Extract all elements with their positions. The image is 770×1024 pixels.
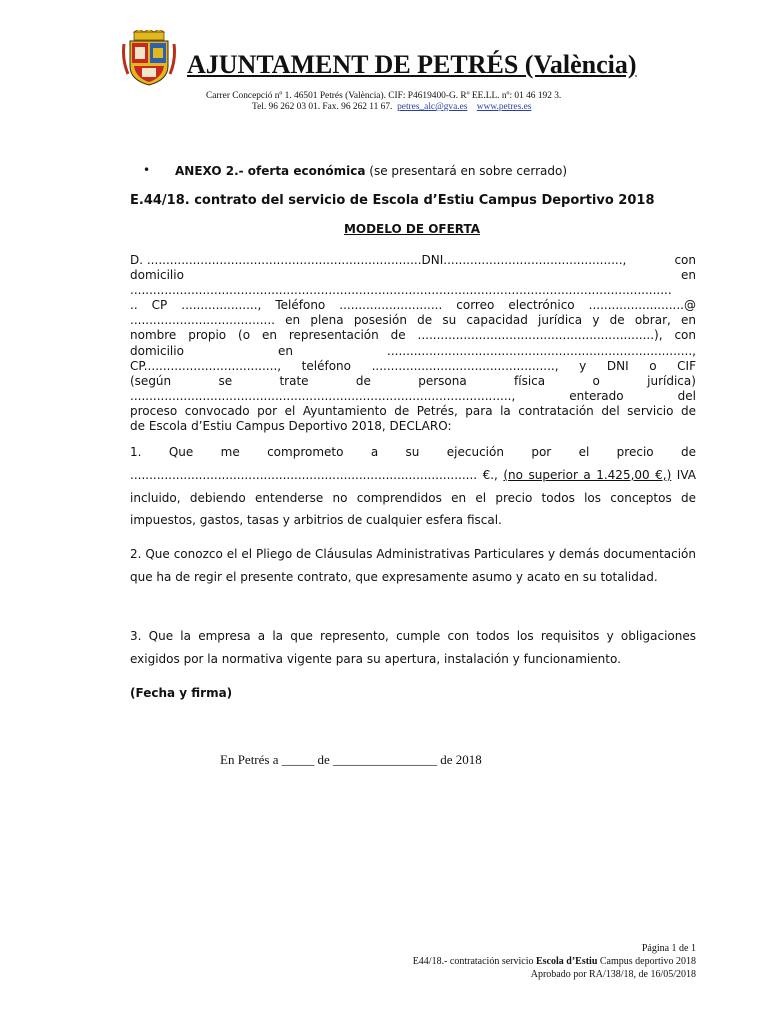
declaration-3: 3. Que la empresa a la que represento, cumple con todos los requisitos y obligaciones exigidos por la normativa vigente para su apertura, instalación y funcionamiento.	[130, 629, 696, 666]
declaration-text: IVA incluido, debiendo entenderse no comprendidos en el precio todos los conceptos de impuestos, gastos, tasas y arbitrios de cualquier esfera fiscal.	[130, 467, 696, 528]
form-word: se	[218, 373, 233, 388]
form-text: con	[674, 253, 696, 267]
form-line	[130, 268, 696, 283]
page-title: AJUNTAMENT DE PETRÉS (València)	[187, 50, 637, 79]
annex-label: ANEXO 2.- oferta económica	[175, 164, 366, 178]
declaration-text: 1. Que me comprometo a su ejecución por el precio de	[130, 445, 696, 459]
form-word: de	[355, 373, 371, 388]
form-text: en	[277, 343, 293, 358]
form-word: trate	[279, 373, 309, 388]
address-line: Carrer Concepció nº 1. 46501 Petrés (València). CIF: P4619400-G. Rº EE.LL. nº: 01 46 192 3.	[206, 91, 562, 101]
form-line	[130, 344, 696, 359]
price-field[interactable]: ........................................................................................... €.,	[130, 467, 498, 482]
contract-title: E.44/18. contrato del servicio de Escola d’Estiu Campus Deportivo 2018	[130, 193, 655, 208]
footer-reference	[413, 956, 696, 967]
form-line[interactable]: ...................................... en plena posesión de su capacidad jurídica y de obrar, en	[130, 313, 696, 328]
signature-label: (Fecha y firma)	[130, 686, 233, 700]
id-field[interactable]: ...................................................................................................., enterado del	[130, 388, 696, 403]
page-number: Página 1 de 1	[641, 943, 696, 954]
form-text: de Escola d’Estiu Campus Deportivo 2018, DECLARO:	[130, 419, 452, 434]
form-word: jurídica)	[647, 373, 696, 388]
contact-line	[252, 102, 531, 112]
company-address-field[interactable]: ................................................................................,	[387, 343, 696, 358]
footer-ref-bold: Escola d’Estiu	[535, 956, 598, 967]
form-word: o	[592, 373, 600, 388]
form-text: en	[681, 268, 696, 283]
form-word: física	[514, 373, 546, 388]
footer-ref-prefix: E44/18.- contratación servicio	[412, 956, 536, 967]
form-text: proceso convocado por el Ayuntamiento de Petrés, para la contratación del servicio de	[130, 403, 696, 418]
form-text: domicilio	[130, 343, 184, 358]
offer-form	[130, 253, 696, 434]
phone-fax: Tel. 96 262 03 01. Fax. 96 262 11 67.	[252, 102, 393, 112]
declaration-1	[130, 441, 696, 532]
place-date-line[interactable]: En Petrés a _____ de ________________ de 2018	[220, 752, 482, 767]
footer-approval: Aprobado por RA/138/18, de 16/05/2018	[530, 969, 696, 980]
email-link[interactable]: petres_alc@gva.es	[397, 102, 468, 112]
address-field[interactable]: ..............................................................................................................................................	[130, 283, 672, 298]
footer-ref-suffix: Campus deportivo 2018	[597, 956, 696, 967]
bullet-icon: •	[143, 163, 151, 177]
form-line	[130, 374, 696, 389]
form-text: domicilio	[130, 268, 184, 283]
annex-line	[175, 164, 567, 178]
model-title: MODELO DE OFERTA	[343, 222, 481, 236]
contact-fields[interactable]: .. CP ...................., Teléfono ........................... correo electrónico .........................@	[130, 298, 696, 313]
form-word: (según	[130, 373, 172, 388]
form-line	[130, 253, 696, 268]
representation-field[interactable]: nombre propio (o en representación de ..............................................................), con	[130, 328, 696, 343]
municipal-coat-of-arms-logo	[122, 30, 176, 86]
form-word: persona	[418, 373, 467, 388]
annex-note: (se presentará en sobre cerrado)	[369, 164, 567, 178]
name-dni-field[interactable]: D. ........................................................................DNI...............................................,	[130, 253, 627, 267]
website-link[interactable]: www.petres.es	[476, 102, 532, 112]
price-limit: (no superior a 1.425,00 €,)	[503, 467, 672, 482]
company-cp-phone-field[interactable]: CP..................................., teléfono ................................................, y DNI o CIF	[130, 358, 696, 373]
declaration-2: 2. Que conozco el el Pliego de Cláusulas Administrativas Particulares y demás documentación que ha de regir el presente contrato, que expresamente asumo y acato en su totalidad.	[130, 547, 696, 584]
